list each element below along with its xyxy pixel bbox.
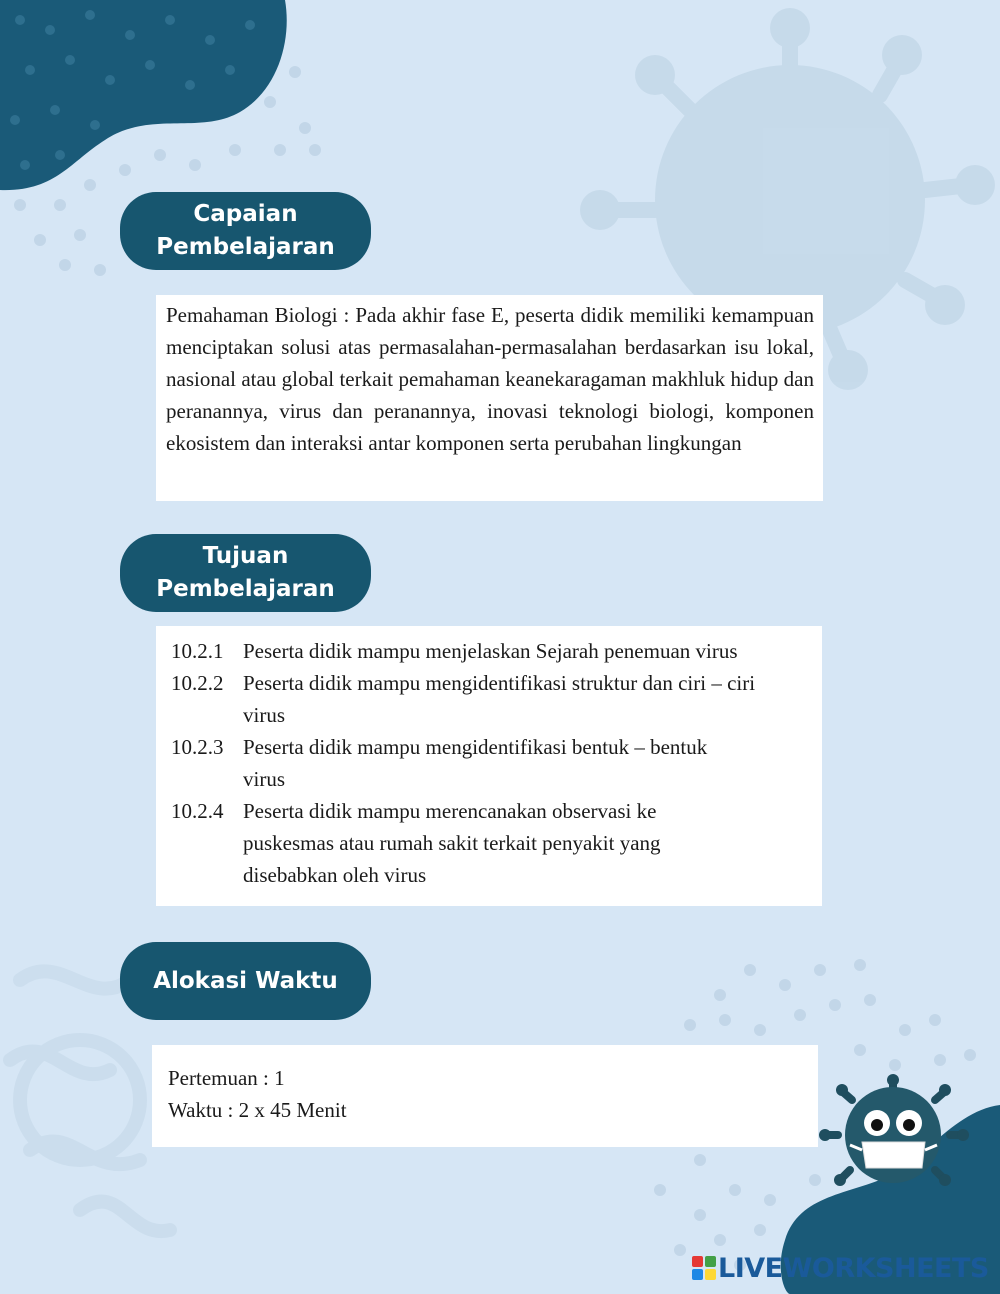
objective-number: 10.2.1 [171,639,224,663]
objective-item [171,731,812,795]
alokasi-line-waktu: Waktu : 2 x 45 Menit [168,1098,347,1122]
tujuan-heading-line1: Tujuan [202,543,289,569]
objective-item [171,795,812,891]
objective-item [171,635,812,667]
alokasi-line-pertemuan: Pertemuan : 1 [168,1066,285,1090]
capaian-heading [120,192,371,270]
alokasi-heading [120,942,371,1020]
capaian-heading-line1: Capaian [193,201,298,227]
liveworksheets-brand [692,1250,989,1286]
tujuan-heading [120,534,371,612]
tujuan-objectives-box [156,626,822,906]
objective-text: Peserta didik mampu menjelaskan Sejarah penemuan virus [243,639,738,663]
capaian-paragraph: Pemahaman Biologi : Pada akhir fase E, peserta didik memiliki kemampuan menciptakan solusi atas permasalahan-permasalahan berdasarkan isu lokal, nasional atau global terkait pemahaman keanekaragaman makhluk hidup dan peranannya, virus dan peranannya, inovasi teknologi biologi, komponen ekosistem dan interaksi antar komponen serta perubahan lingkungan [166,303,814,455]
objective-number: 10.2.4 [171,799,224,823]
objective-item [171,667,812,731]
capaian-heading-line2: Pembelajaran [156,234,335,260]
liveworksheets-logo-icon [692,1256,716,1280]
objective-text: Peserta didik mampu mengidentifikasi bentuk – bentuk virus [243,735,708,791]
capaian-text-box [156,295,823,501]
objective-text: Peserta didik mampu merencanakan observasi ke puskesmas atau rumah sakit terkait penyakit yang disebabkan oleh virus [243,799,661,887]
top-left-blob [0,0,287,190]
objective-number: 10.2.2 [171,671,224,695]
objective-text: Peserta didik mampu mengidentifikasi struktur dan ciri – ciri virus [243,671,756,727]
objective-number: 10.2.3 [171,735,224,759]
alokasi-text-box [152,1045,818,1147]
brand-text: LIVEWORKSHEETS [718,1252,989,1284]
alokasi-heading-text: Alokasi Waktu [153,967,338,994]
tujuan-heading-line2: Pembelajaran [156,576,335,602]
